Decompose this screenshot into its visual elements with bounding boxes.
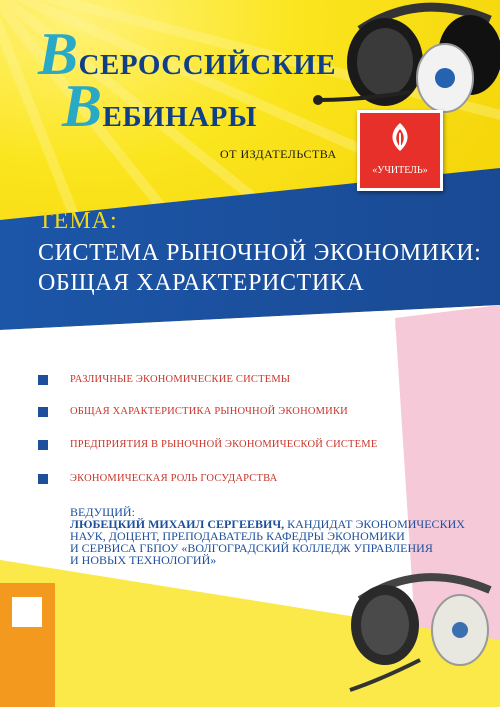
brand-initial-1: В — [38, 21, 79, 87]
speaker-line-3: И СЕРВИСА ГБПОУ «ВОЛГОГРАДСКИЙ КОЛЛЕДЖ УПРАВЛЕНИЯ — [70, 541, 433, 555]
brand-initial-2: В — [62, 73, 103, 139]
publisher-logo — [357, 110, 443, 191]
agenda-item: РАЗЛИЧНЫЕ ЭКОНОМИЧЕСКИЕ СИСТЕМЫ — [70, 374, 291, 385]
white-square — [12, 597, 42, 627]
topic-line-2: ОБЩАЯ ХАРАКТЕРИСТИКА — [38, 270, 365, 296]
topic-line-1: СИСТЕМА РЫНОЧНОЙ ЭКОНОМИКИ: — [38, 240, 482, 266]
speaker-line-2: НАУК, ДОЦЕНТ, ПРЕПОДАВАТЕЛЬ КАФЕДРЫ ЭКОНОМИКИ — [70, 529, 405, 543]
bullet-icon — [38, 440, 48, 450]
publisher-prefix: ОТ ИЗДАТЕЛЬСТВА — [220, 147, 337, 161]
bullet-icon — [38, 375, 48, 385]
speaker-title-part1: КАНДИДАТ ЭКОНОМИЧЕСКИХ — [284, 517, 465, 531]
bullet-icon — [38, 474, 48, 484]
bullet-icon — [38, 407, 48, 417]
brand-word-2: ЕБИНАРЫ — [102, 101, 257, 133]
brand-word-1: СЕРОССИЙСКИЕ — [78, 49, 337, 81]
brand-title-line2 — [62, 73, 257, 139]
speaker-line-4: И НОВЫХ ТЕХНОЛОГИЙ» — [70, 553, 217, 567]
topic-label: ТЕМА: — [38, 208, 118, 234]
speaker-name: ЛЮБЕЦКИЙ МИХАИЛ СЕРГЕЕВИЧ, — [70, 517, 285, 531]
agenda-item: ЭКОНОМИЧЕСКАЯ РОЛЬ ГОСУДАРСТВА — [70, 473, 278, 484]
agenda-item: ПРЕДПРИЯТИЯ В РЫНОЧНОЙ ЭКОНОМИЧЕСКОЙ СИСТЕМЕ — [70, 439, 378, 450]
speaker-label: ВЕДУЩИЙ: — [70, 505, 135, 519]
agenda-item: ОБЩАЯ ХАРАКТЕРИСТИКА РЫНОЧНОЙ ЭКОНОМИКИ — [70, 406, 348, 417]
logo-emblem-icon — [385, 121, 415, 153]
logo-text: «УЧИТЕЛЬ» — [372, 165, 428, 176]
